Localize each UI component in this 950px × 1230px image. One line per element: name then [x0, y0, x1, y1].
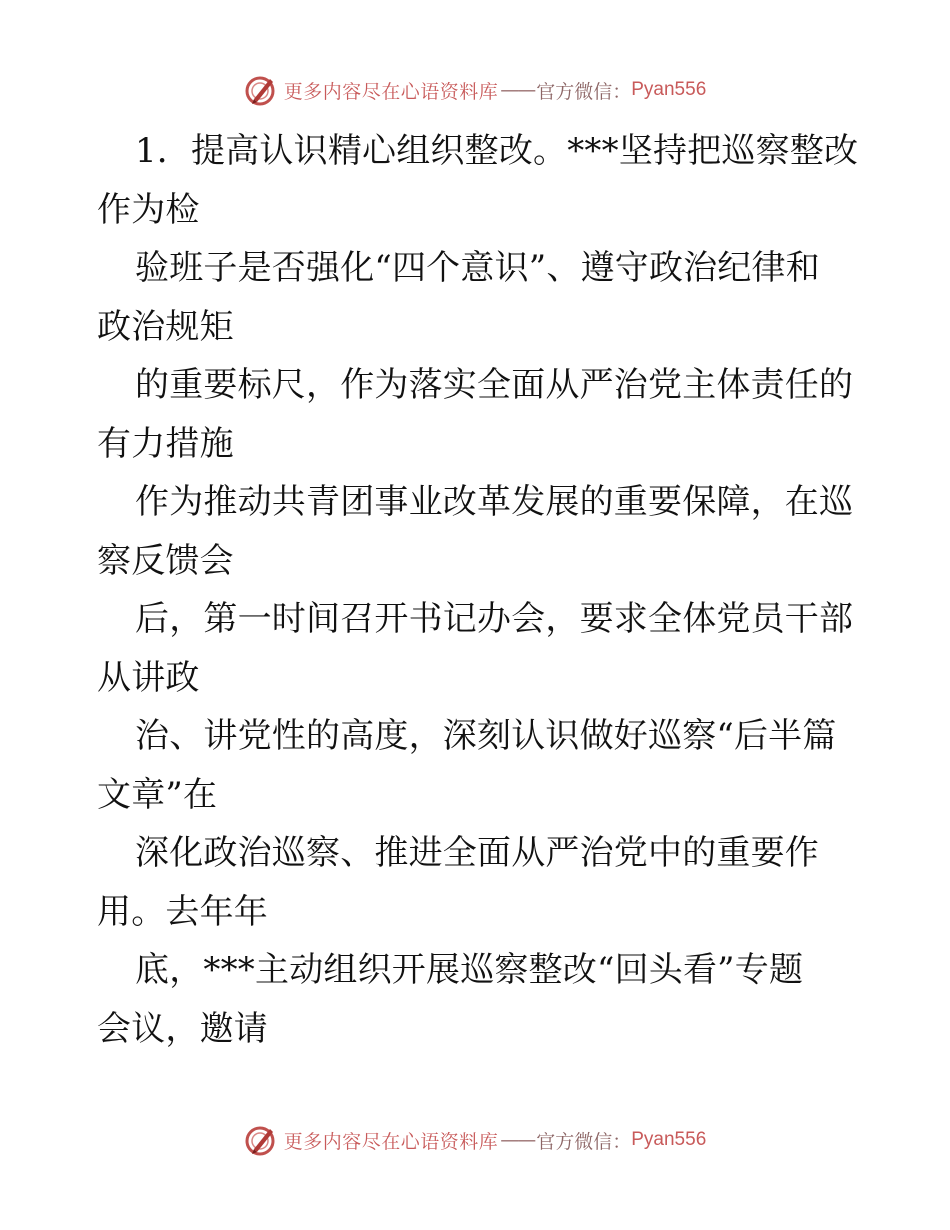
- body-line-9: 后，第一时间召开书记办会，要求全体党员干部: [135, 599, 854, 639]
- body-line-4: 政治规矩: [97, 306, 234, 347]
- banner-wechat-id: Pyan556: [631, 1129, 707, 1150]
- body-line-5: 的重要标尺，作为落实全面从严治党主体责任的: [135, 365, 854, 405]
- document-body: [97, 122, 867, 1058]
- body-line-2: 作为检: [97, 189, 200, 230]
- banner-separator: ——: [500, 79, 535, 101]
- body-line-16: 会议，邀请: [97, 1008, 268, 1049]
- body-line-7: 作为推动共青团事业改革发展的重要保障，在巡: [135, 482, 854, 522]
- body-line-1: 1．提高认识精心组织整改。***坚持把巡察整改: [135, 131, 859, 171]
- body-line-12: 文章”在: [97, 774, 218, 815]
- body-line-14: 用。去年年: [97, 891, 268, 932]
- body-line-6: 有力措施: [97, 423, 234, 464]
- body-line-10: 从讲政: [97, 657, 200, 698]
- header-banner: [0, 70, 950, 110]
- banner-separator: ——: [500, 1129, 535, 1151]
- pen-logo-icon: [244, 1123, 278, 1157]
- banner-wechat-label: 官方微信：: [536, 1130, 632, 1153]
- body-line-13: 深化政治巡察、推进全面从严治党中的重要作: [135, 833, 819, 873]
- footer-banner: [0, 1120, 950, 1160]
- banner-wechat-id: Pyan556: [631, 79, 707, 100]
- pen-logo-icon: [244, 73, 278, 107]
- banner-wechat-label: 官方微信：: [536, 80, 632, 103]
- body-line-8: 察反馈会: [97, 540, 234, 581]
- body-line-3: 验班子是否强化“四个意识”、遵守政治纪律和: [135, 248, 820, 288]
- body-line-11: 治、讲党性的高度，深刻认识做好巡察“后半篇: [135, 716, 837, 756]
- banner-text: 更多内容尽在心语资料库: [283, 1130, 499, 1153]
- body-line-15: 底，***主动组织开展巡察整改“回头看”专题: [135, 950, 804, 990]
- banner-text: 更多内容尽在心语资料库: [283, 80, 499, 103]
